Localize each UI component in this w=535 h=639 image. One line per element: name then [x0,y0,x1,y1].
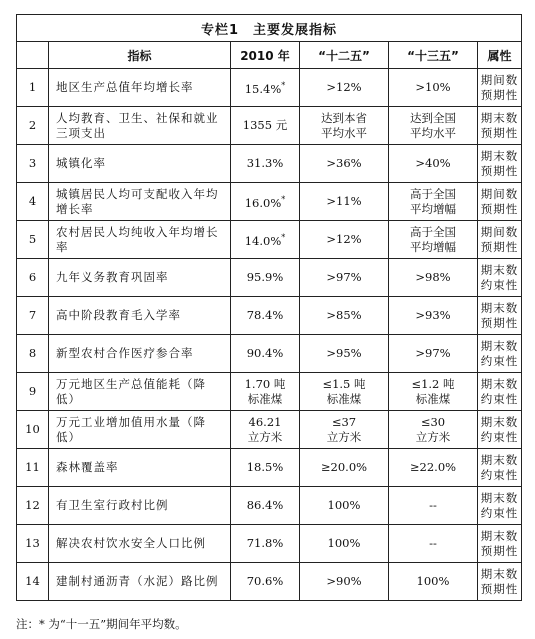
target-13th-plan: ≥22.0% [389,449,478,487]
table-row [17,449,522,487]
value-2010-text: 1.70 吨 标准煤 [244,376,286,406]
target-13th-plan: 高于全国 平均增幅 [389,221,478,259]
target-12th-plan: >11% [300,183,389,221]
indicator-name: 建制村通沥青（水泥）路比例 [49,563,231,601]
row-number: 2 [17,107,49,145]
indicator-attribute: 期间数 预期性 [478,221,522,259]
table-row [17,335,522,373]
indicator-name: 万元地区生产总值能耗（降低） [49,373,231,411]
value-2010-text: 14.0% [244,233,282,248]
indicator-attribute: 期末数 约束性 [478,487,522,525]
target-13th-plan: ≤1.2 吨 标准煤 [389,373,478,411]
table-row [17,221,522,259]
table-title: 专栏1 主要发展指标 [17,15,522,42]
target-13th-plan: >40% [389,145,478,183]
row-number: 10 [17,411,49,449]
target-13th-plan: 高于全国 平均增幅 [389,183,478,221]
indicator-attribute: 期末数 预期性 [478,145,522,183]
target-13th-plan: >98% [389,259,478,297]
table-body [17,69,522,601]
indicator-name: 森林覆盖率 [49,449,231,487]
target-13th-plan: 达到全国 平均水平 [389,107,478,145]
row-number: 5 [17,221,49,259]
table-row [17,563,522,601]
indicator-attribute: 期末数 预期性 [478,525,522,563]
table-row [17,373,522,411]
row-number: 11 [17,449,49,487]
header-index [17,42,49,69]
target-12th-plan: ≥20.0% [300,449,389,487]
value-2010-text: 31.3% [246,156,284,170]
indicator-name: 城镇居民人均可支配收入年均增长率 [49,183,231,221]
header-indicator: 指标 [49,42,231,69]
annual-average-marker: * [281,233,286,243]
value-2010-text: 90.4% [246,346,284,360]
row-number: 9 [17,373,49,411]
value-2010 [231,411,300,449]
value-2010-text: 95.9% [246,270,284,284]
row-number: 13 [17,525,49,563]
indicator-name: 农村居民人均纯收入年均增长率 [49,221,231,259]
indicator-attribute: 期间数 预期性 [478,69,522,107]
table-row [17,107,522,145]
header-12th-plan: “十二五” [300,42,389,69]
target-12th-plan: >12% [300,69,389,107]
indicator-name: 九年义务教育巩固率 [49,259,231,297]
indicator-name: 解决农村饮水安全人口比例 [49,525,231,563]
row-number: 6 [17,259,49,297]
value-2010-text: 1355 元 [242,118,288,132]
target-13th-plan: -- [389,525,478,563]
value-2010 [231,107,300,145]
indicator-attribute: 期末数 约束性 [478,373,522,411]
value-2010 [231,221,300,259]
value-2010-text: 16.0% [244,195,282,210]
value-2010 [231,373,300,411]
value-2010-text: 46.21 立方米 [247,414,283,444]
indicator-attribute: 期末数 约束性 [478,259,522,297]
row-number: 4 [17,183,49,221]
target-13th-plan: >10% [389,69,478,107]
indicator-attribute: 期末数 预期性 [478,107,522,145]
header-attribute: 属性 [478,42,522,69]
indicator-name: 城镇化率 [49,145,231,183]
table-row [17,487,522,525]
indicator-attribute: 期末数 约束性 [478,411,522,449]
value-2010-text: 70.6% [246,574,284,588]
indicator-name: 高中阶段教育毛入学率 [49,297,231,335]
target-13th-plan: -- [389,487,478,525]
target-12th-plan: >90% [300,563,389,601]
target-12th-plan: 100% [300,525,389,563]
target-12th-plan: >95% [300,335,389,373]
row-number: 7 [17,297,49,335]
value-2010-text: 15.4% [244,81,282,96]
value-2010 [231,69,300,107]
target-12th-plan: >12% [300,221,389,259]
value-2010-text: 18.5% [246,460,284,474]
target-12th-plan: >97% [300,259,389,297]
indicator-attribute: 期末数 预期性 [478,297,522,335]
value-2010 [231,335,300,373]
value-2010-text: 71.8% [246,536,284,550]
table-row [17,69,522,107]
table-row [17,525,522,563]
indicator-attribute: 期末数 约束性 [478,449,522,487]
target-12th-plan: ≤37 立方米 [300,411,389,449]
table-row [17,297,522,335]
value-2010-text: 78.4% [246,308,284,322]
target-13th-plan: >97% [389,335,478,373]
target-12th-plan: ≤1.5 吨 标准煤 [300,373,389,411]
value-2010 [231,449,300,487]
annual-average-marker: * [281,195,286,205]
target-12th-plan: 100% [300,487,389,525]
indicator-name: 万元工业增加值用水量（降低） [49,411,231,449]
table-row [17,145,522,183]
indicator-name: 新型农村合作医疗参合率 [49,335,231,373]
row-number: 3 [17,145,49,183]
indicator-name: 有卫生室行政村比例 [49,487,231,525]
indicator-attribute: 期末数 约束性 [478,335,522,373]
development-indicators-table [16,14,522,601]
target-13th-plan: >93% [389,297,478,335]
table-row [17,183,522,221]
header-13th-plan: “十三五” [389,42,478,69]
indicator-attribute: 期末数 预期性 [478,563,522,601]
indicator-attribute: 期间数 预期性 [478,183,522,221]
row-number: 14 [17,563,49,601]
indicator-name: 人均教育、卫生、社保和就业三项支出 [49,107,231,145]
target-12th-plan: 达到本省 平均水平 [300,107,389,145]
header-2010: 2010 年 [231,42,300,69]
value-2010-text: 86.4% [246,498,284,512]
target-13th-plan: 100% [389,563,478,601]
row-number: 8 [17,335,49,373]
table-row [17,259,522,297]
value-2010 [231,145,300,183]
row-number: 12 [17,487,49,525]
value-2010 [231,259,300,297]
target-13th-plan: ≤30 立方米 [389,411,478,449]
table-row [17,411,522,449]
annual-average-marker: * [281,81,286,91]
value-2010 [231,183,300,221]
value-2010 [231,297,300,335]
value-2010 [231,487,300,525]
target-12th-plan: >36% [300,145,389,183]
row-number: 1 [17,69,49,107]
target-12th-plan: >85% [300,297,389,335]
value-2010 [231,525,300,563]
value-2010 [231,563,300,601]
footnote: 注：* 为“十一五”期间年平均数。 [16,617,187,631]
indicator-table-panel [16,14,521,601]
indicator-name: 地区生产总值年均增长率 [49,69,231,107]
